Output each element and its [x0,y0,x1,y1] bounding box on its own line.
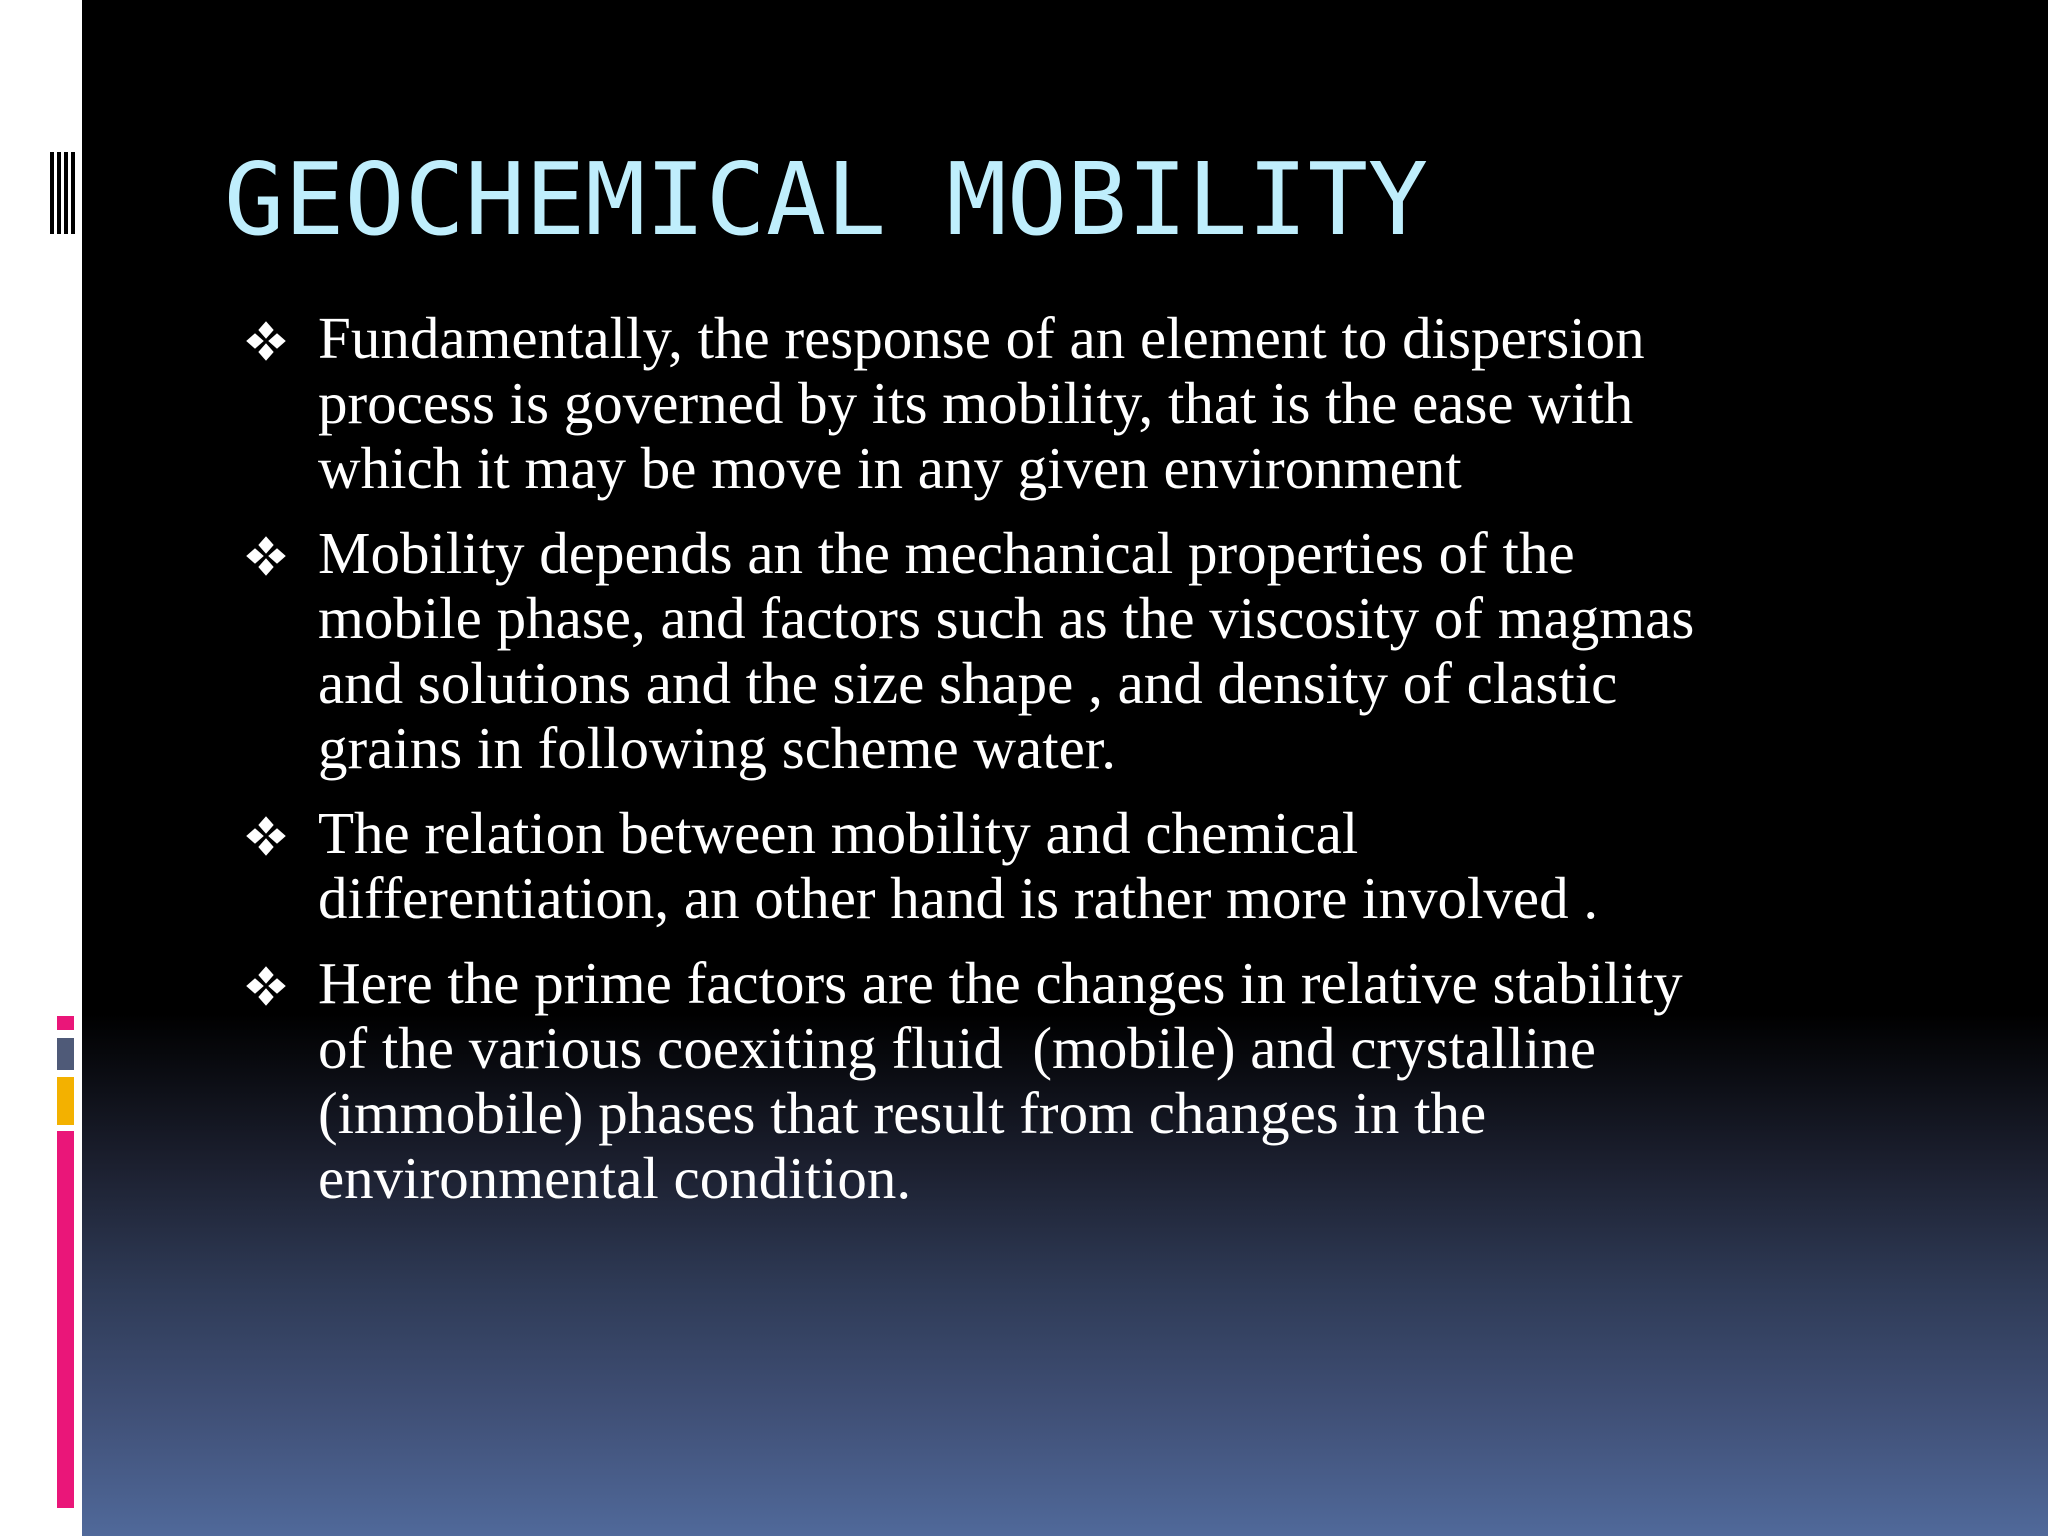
bullet-line: grains in following scheme water. [318,715,1116,781]
bullet-item [244,521,1944,781]
bullet-list [244,306,1944,1231]
four-diamond-icon [244,319,288,363]
bullet-line: and solutions and the size shape , and density of clastic [318,650,1618,716]
bullet-line: (immobile) phases that result from changes in the [318,1080,1487,1146]
bullet-line: Here the prime factors are the changes in relative stability [318,950,1683,1016]
four-diamond-icon [244,814,288,858]
vertical-lines-decoration [50,152,80,234]
bullet-line: environmental condition. [318,1145,912,1211]
four-diamond-icon [244,964,288,1008]
left-decorative-strip [0,0,82,1536]
bullet-item [244,951,1944,1211]
accent-bar-gray [57,1038,74,1070]
slide-title: GEOCHEMICAL MOBILITY [224,141,1429,258]
bullet-line: which it may be move in any given environment [318,435,1462,501]
bullet-item [244,801,1944,931]
accent-bar-pink-long [57,1131,74,1508]
accent-bar-yellow [57,1077,74,1125]
bullet-line: process is governed by its mobility, that is the ease with [318,370,1634,436]
bullet-line: The relation between mobility and chemical [318,800,1359,866]
bullet-line: of the various coexiting fluid (mobile) and crystalline [318,1015,1596,1081]
bullet-line: differentiation, an other hand is rather more involved . [318,865,1599,931]
bullet-item [244,306,1944,501]
bullet-line: Fundamentally, the response of an element to dispersion [318,305,1645,371]
bullet-line: mobile phase, and factors such as the viscosity of magmas [318,585,1695,651]
four-diamond-icon [244,534,288,578]
bullet-line: Mobility depends an the mechanical properties of the [318,520,1575,586]
accent-bar-pink-top [57,1016,74,1030]
